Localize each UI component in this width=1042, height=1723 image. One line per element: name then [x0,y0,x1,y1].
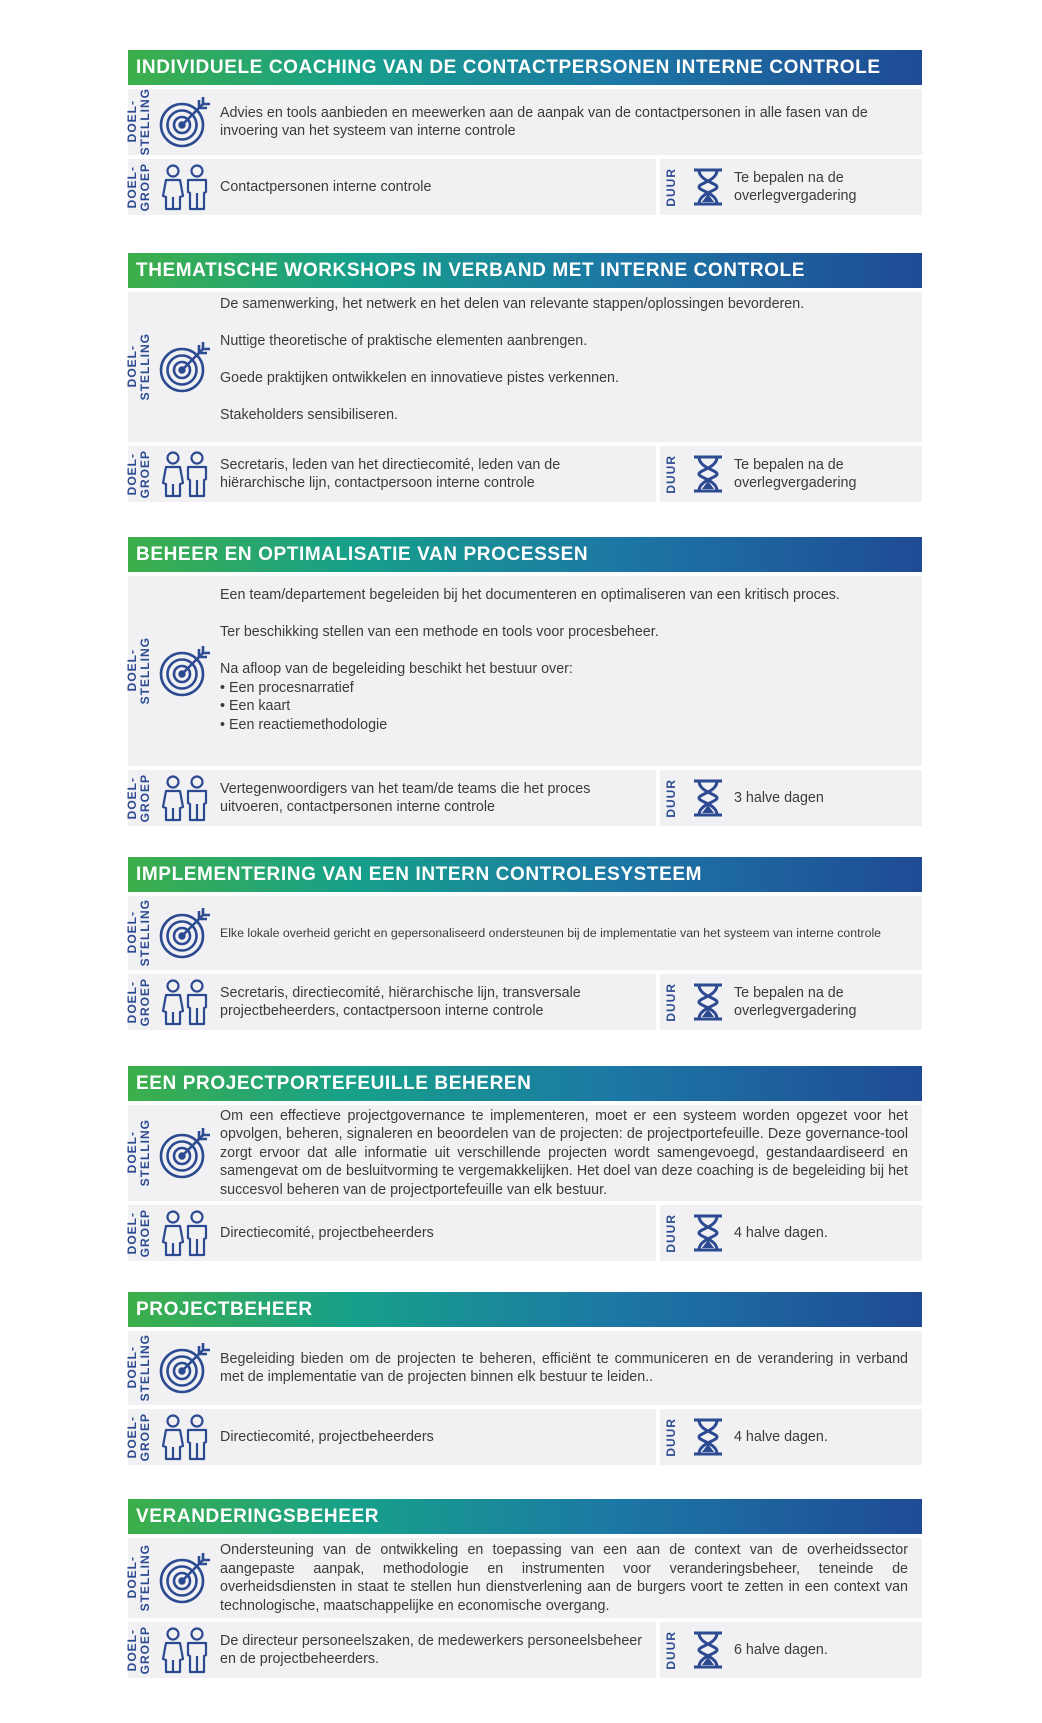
section-title: INDIVIDUELE COACHING VAN DE CONTACTPERSONEN INTERNE CONTROLE [128,50,922,85]
doelstelling-label: DOEL- STELLING [125,88,152,156]
doelstelling-panel [125,88,922,156]
section-1 [125,50,922,215]
doelstelling-text: De samenwerking, het netwerk en het delen van relevante stappen/oplossingen bevorderen. [220,296,805,312]
duur-panel [660,159,922,215]
doelgroep-label: DOEL- GROEP [125,162,152,212]
duur-text: Te bepalen na de overlegvergadering [734,169,857,204]
section-7 [125,1499,922,1678]
duur-panel [660,974,922,1030]
people-icon [150,1626,220,1674]
doelstelling-text: Nuttige theoretische of praktische elementen aanbrengen. [220,333,588,349]
doelstelling-text: Na afloop van de begeleiding beschikt het bestuur over: [220,661,573,677]
people-icon [150,978,220,1026]
hourglass-icon [682,1213,734,1253]
target-icon [150,292,220,442]
doelstelling-text: Om een effectieve projectgovernance te implementeren, moet er een systeem worden opgezet voor het opvolgen, beheren, signaleren en beoordelen van de projecten: de projectportefeuille. Deze governance-tool zorgt ervoor dat alle informatie uit verschillende projecten wordt samengevoegd, gestandaardiseerd en samengevat om de besluitvorming te vergemakkelijken. Het doel van deze coaching is de begeleiding bij het succesvol beheren van de projectportefeuille van elk bestuur. [220,1107,908,1198]
doelgroep-label: DOEL- GROEP [125,977,152,1027]
doelgroep-panel [125,1409,656,1465]
doelstelling-text: Goede praktijken ontwikkelen en innovatieve pistes verkennen. [220,370,619,386]
section-title: THEMATISCHE WORKSHOPS IN VERBAND MET INTERNE CONTROLE [128,253,922,288]
deliverables-list [220,679,908,735]
doelstelling-panel [125,1538,922,1618]
duur-text: 4 halve dagen. [734,1224,828,1241]
target-icon [150,95,220,149]
doelstelling-text: Ondersteuning van de ontwikkeling en toepassing van een aan de context van de overheidssector aangepaste aanpak, methodologie en instrumenten voor veranderingsbeheer, teneinde de overheidsdiensten in staat te stellen hun dienstverlening aan de burgers voort te zetten in een context van technologische, maatschappelijke en economische overgang. [220,1542,908,1614]
doelgroep-panel [125,159,656,215]
duur-label: DUUR [663,454,678,494]
duur-label: DUUR [663,1417,678,1457]
duur-panel [660,770,922,826]
doelgroep-label: DOEL- GROEP [125,1208,152,1258]
section-title: VERANDERINGSBEHEER [128,1499,922,1534]
doelgroep-label: DOEL- GROEP [125,449,152,499]
section-4 [125,857,922,1030]
people-icon [150,774,220,822]
doelstelling-text: Begeleiding bieden om de projecten te beheren, efficiënt te communiceren en de verandering in verband met de implementatie van de projecten binnen elk bestuur te leiden.. [220,1350,908,1385]
doelstelling-panel [125,896,922,970]
people-icon [150,163,220,211]
doelstelling-text: Een team/departement begeleiden bij het documenteren en optimaliseren van een kritisch proces. [220,587,840,603]
doelgroep-text: Vertegenwoordigers van het team/de teams die het proces uitvoeren, contactpersonen interne controle [220,780,591,815]
hourglass-icon [682,778,734,818]
target-icon [150,576,220,766]
doelstelling-label: DOEL- STELLING [125,637,152,705]
people-icon [150,1413,220,1461]
doelstelling-panel [125,1331,922,1405]
duur-label: DUUR [663,1213,678,1253]
doelgroep-text: Contactpersonen interne controle [220,178,432,195]
doelgroep-panel [125,974,656,1030]
doelstelling-label: DOEL- STELLING [125,1334,152,1402]
doelgroep-panel [125,446,656,502]
hourglass-icon [682,982,734,1022]
doelstelling-label: DOEL- STELLING [125,899,152,967]
section-5 [125,1066,922,1261]
section-2 [125,253,922,502]
section-title: EEN PROJECTPORTEFEUILLE BEHEREN [128,1066,922,1101]
doelstelling-panel [125,292,922,442]
people-icon [150,450,220,498]
duur-label: DUUR [663,982,678,1022]
doelgroep-label: DOEL- GROEP [125,1412,152,1462]
target-icon [150,906,220,960]
doelstelling-panel [125,1105,922,1201]
section-6 [125,1292,922,1465]
doelstelling-text: Stakeholders sensibiliseren. [220,407,399,423]
doelgroep-text: De directeur personeelszaken, de medewerkers personeelsbeheer en de projectbeheerders. [220,1632,642,1667]
hourglass-icon [682,454,734,494]
section-title: PROJECTBEHEER [128,1292,922,1327]
target-icon [150,1551,220,1605]
doelstelling-text: Ter beschikking stellen van een methode en tools voor procesbeheer. [220,624,659,640]
people-icon [150,1209,220,1257]
duur-label: DUUR [663,1630,678,1670]
doelgroep-label: DOEL- GROEP [125,1625,152,1675]
duur-panel [660,1205,922,1261]
doelgroep-panel [125,770,656,826]
duur-text: Te bepalen na de overlegvergadering [734,456,857,491]
doelgroep-label: DOEL- GROEP [125,773,152,823]
hourglass-icon [682,1630,734,1670]
doelstelling-label: DOEL- STELLING [125,1119,152,1187]
doelgroep-text: Directiecomité, projectbeheerders [220,1224,434,1241]
doelgroep-text: Secretaris, leden van het directiecomité, leden van de hiërarchische lijn, contactpersoon interne controle [220,456,561,491]
list-item: • Een kaart [220,697,908,716]
doelgroep-text: Secretaris, directiecomité, hiërarchische lijn, transversale projectbeheerders, contactpersoon interne controle [220,984,581,1019]
duur-label: DUUR [663,778,678,818]
duur-text: 3 halve dagen [734,789,824,806]
duur-text: 6 halve dagen. [734,1641,828,1658]
doelgroep-panel [125,1622,656,1678]
hourglass-icon [682,1417,734,1457]
hourglass-icon [682,167,734,207]
duur-label: DUUR [663,167,678,207]
list-item: • Een procesnarratief [220,679,908,698]
doelstelling-label: DOEL- STELLING [125,333,152,401]
duur-text: Te bepalen na de overlegvergadering [734,984,857,1019]
target-icon [150,1126,220,1180]
duur-panel [660,1622,922,1678]
doelstelling-text: Advies en tools aanbieden en meewerken aan de aanpak van de contactpersonen in alle fasen van de invoering van het systeem van interne controle [220,104,868,139]
doelstelling-label: DOEL- STELLING [125,1544,152,1612]
duur-panel [660,1409,922,1465]
doelgroep-text: Directiecomité, projectbeheerders [220,1428,434,1445]
doelgroep-panel [125,1205,656,1261]
doelstelling-panel [125,576,922,766]
list-item: • Een reactiemethodologie [220,716,908,735]
duur-text: 4 halve dagen. [734,1428,828,1445]
section-title: BEHEER EN OPTIMALISATIE VAN PROCESSEN [128,537,922,572]
duur-panel [660,446,922,502]
target-icon [150,1341,220,1395]
doelstelling-text: Elke lokale overheid gericht en gepersonaliseerd ondersteunen bij de implementatie van het systeem van interne controle [220,925,882,940]
section-3 [125,537,922,826]
section-title: IMPLEMENTERING VAN EEN INTERN CONTROLESYSTEEM [128,857,922,892]
